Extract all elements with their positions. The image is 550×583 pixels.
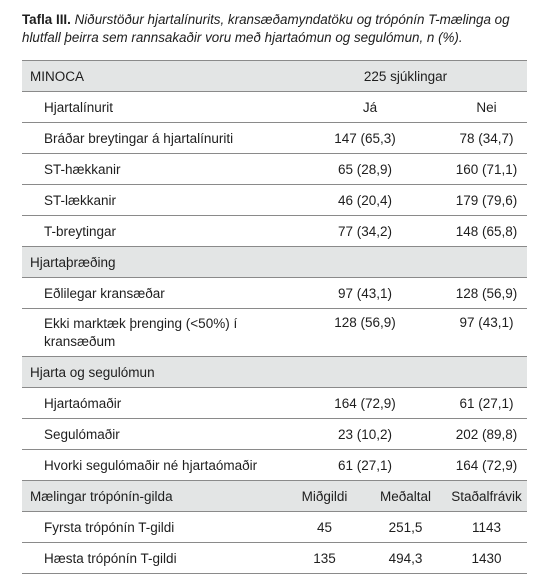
- table-row: [22, 388, 527, 419]
- imaging-section-row: [22, 357, 527, 388]
- row-value-sd: 1143: [446, 512, 527, 543]
- row-value-no: 160 (71,1): [446, 154, 527, 185]
- row-value-no: 97 (43,1): [446, 309, 527, 357]
- row-label: Segulómaðir: [22, 419, 284, 450]
- troponin-col-median: Miðgildi: [284, 481, 365, 512]
- row-value-mean: 494,3: [365, 543, 446, 574]
- row-label: Hjartaómaðir: [22, 388, 284, 419]
- table-row: [22, 123, 527, 154]
- row-label: Hæsta trópónín T-gildi: [22, 543, 284, 574]
- table-row: [22, 216, 527, 247]
- row-label: Fyrsta trópónín T-gildi: [22, 512, 284, 543]
- table-row: [22, 512, 527, 543]
- row-value-median: 45: [284, 512, 365, 543]
- table-row: [22, 309, 527, 357]
- row-label: ST-hækkanir: [22, 154, 284, 185]
- row-value-mean: 251,5: [365, 512, 446, 543]
- table-row: [22, 185, 527, 216]
- troponin-header-row: [22, 481, 527, 512]
- results-table: [22, 60, 527, 574]
- angio-title: Hjartaþræðing: [22, 247, 527, 278]
- caption-text: Niðurstöður hjartalínurits, kransæðamyndatöku og trópónín T-mælinga og hlutfall þeirra sem rannsakaðir voru með hjartaómun og segulómun, n (%).: [22, 12, 510, 45]
- row-value-median: 135: [284, 543, 365, 574]
- row-value-no: 61 (27,1): [446, 388, 527, 419]
- row-value-yes: 128 (56,9): [284, 309, 446, 357]
- row-value-yes: 97 (43,1): [284, 278, 446, 309]
- row-value-no: 148 (65,8): [446, 216, 527, 247]
- caption-label: Tafla III.: [22, 12, 71, 27]
- table-row: [22, 543, 527, 574]
- imaging-title: Hjarta og segulómun: [22, 357, 527, 388]
- row-label: Ekki marktæk þrenging (<50%) í kransæðum: [22, 309, 284, 357]
- row-value-yes: 147 (65,3): [284, 123, 446, 154]
- row-value-yes: 164 (72,9): [284, 388, 446, 419]
- ecg-title: Hjartalínurit: [22, 92, 284, 123]
- ecg-col-no: Nei: [446, 92, 527, 123]
- row-value-yes: 65 (28,9): [284, 154, 446, 185]
- row-value-no: 164 (72,9): [446, 450, 527, 481]
- row-value-sd: 1430: [446, 543, 527, 574]
- table-row: [22, 419, 527, 450]
- row-value-yes: 46 (20,4): [284, 185, 446, 216]
- row-label: Hvorki segulómaðir né hjartaómaðir: [22, 450, 284, 481]
- row-value-no: 128 (56,9): [446, 278, 527, 309]
- troponin-col-mean: Meðaltal: [365, 481, 446, 512]
- patient-count: 225 sjúklingar: [284, 61, 527, 92]
- row-label: Eðlilegar kransæðar: [22, 278, 284, 309]
- row-value-yes: 77 (34,2): [284, 216, 446, 247]
- row-label: Bráðar breytingar á hjartalínuriti: [22, 123, 284, 154]
- ecg-header-row: [22, 92, 527, 123]
- row-value-no: 179 (79,6): [446, 185, 527, 216]
- minoca-label: MINOCA: [22, 61, 284, 92]
- row-value-no: 202 (89,8): [446, 419, 527, 450]
- row-label: T-breytingar: [22, 216, 284, 247]
- troponin-title: Mælingar trópónín-gilda: [22, 481, 284, 512]
- angio-section-row: [22, 247, 527, 278]
- ecg-col-yes: Já: [284, 92, 446, 123]
- row-value-no: 78 (34,7): [446, 123, 527, 154]
- row-label: ST-lækkanir: [22, 185, 284, 216]
- table-caption: [22, 11, 537, 47]
- table-row: [22, 278, 527, 309]
- row-value-yes: 23 (10,2): [284, 419, 446, 450]
- table-row: [22, 450, 527, 481]
- troponin-col-sd: Staðalfrávik: [446, 481, 527, 512]
- minoca-header-row: [22, 61, 527, 92]
- table-row: [22, 154, 527, 185]
- row-value-yes: 61 (27,1): [284, 450, 446, 481]
